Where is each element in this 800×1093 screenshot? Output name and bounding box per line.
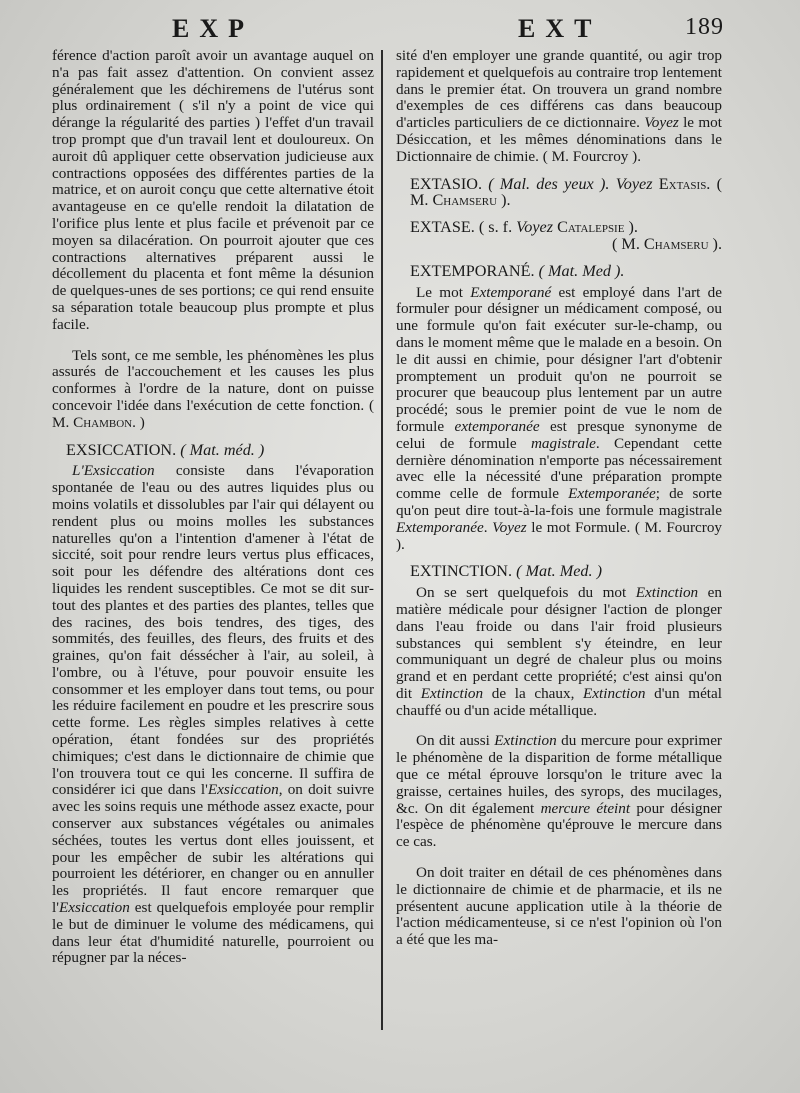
entry-extase: EXTASE. ( s. f. Voyez Catalepsie ). ( M. Chamseru ). [410, 218, 722, 253]
paragraph-phenomenes: On doit traiter en détail de ces phénomènes dans le dictionnaire de chimie et de pharmacie, et ils ne présentent aucune application utile à la théorie de l'action médicamenteuse, si ce n'est l'opinion où l'on a été que les ma- [396, 864, 722, 949]
paragraph-extinction-mercure: On dit aussi Extinction du mercure pour exprimer le phénomène de la disparition de forme métallique que ce métal éprouve lorsqu'on le triture avec la graisse, certaines huiles, des syrops, des mucilages, &c. On dit également mercure éteint pour désigner l'espèce de phénomène qu'éprouve le mercure dans ce cas. [396, 732, 722, 851]
headword-extase: EXTASE. ( s. f. [410, 218, 513, 237]
headword-extinction: EXTINCTION. [410, 562, 513, 581]
headword-extasio: EXTASIO. [410, 174, 482, 193]
paragraph-accouchement-end: férence d'action paroît avoir un avantage auquel on n'a pas fait assez d'attention. On convient assez généralement que les déchiremens de l'utérus sont plus ordinairement ( s'il n'y a point de vice qui dérange la régularité des parties ) l'effet d'un travail trop prompt que d'un travail lent et douloureux. On auroit dû appliquer cette observation judicieuse aux contractions opposées des différentes parties de la matrice, et on auroit conçu que cette alternative étoit avantageuse en ce qu'elle rendoit la dilatation de l'orifice plus lente et plus facile et prévenoit par ce moyen sa dilacération. On pourroit ajouter que ces contractions alternatives préparent aussi le décollement du placenta et font même la désunion de quelques-unes de ses portions; ce qui rend ensuite sa séparation totale beaucoup plus prompte et plus facile. [52, 47, 374, 333]
headword-extemporane: EXTEMPORANÉ. [410, 261, 535, 280]
paragraph-extemporane: Le mot Extemporané est employé dans l'art de formuler pour désigner un médicament composé, ou une formule qu'on fait exécuter sur-le-champ, ou dans le moment même que le malade en a besoin. On le dit aussi en chimie, pour désigner l'art d'obtenir promptement un produit qu'on ne pourroit se procurer que beaucoup plus lentement par un autre procédé; sous le premier point de vue le nom de formule extemporanée est presque synonyme de celui de formule magistrale. Cependant cette dernière dénomination n'emporte pas nécessairement avec elle la nécessité d'une préparation prompte comme celle de formule Extemporanée; de sorte qu'on peut dire tout-à-la-fois une formule magistrale Extemporanée. Voyez le mot Formule. ( M. Fourcroy ). [396, 283, 723, 553]
left-column [52, 48, 374, 967]
paragraph-exsiccation: L'Exsiccation consiste dans l'évaporation spontanée de l'eau ou des autres liquides plus ou moins volatils et dissolubles par l'air qui délayent ou rendent plus ou moins molles les substances naturelles qu'on a l'intention d'amener à l'état de siccité, soit pour rendre leurs vertus plus efficaces, soit pour les défendre des altérations dont ces liquides les rendent susceptibles. Ce mot se dit sur-tout des plantes et des parties des plantes, telles que des racines, des bois tendres, des tiges, des sommités, des feuilles, des fleurs, des fruits et des graines, qu'on fait déssécher à l'air, au soleil, à l'ombre, ou à l'étuve, pour pouvoir ensuite les consommer et les employer dans tout tems, ou pour les réduire facilement en poudre et les prescrire sous cette forme. Les règles simples relatives à cette opération, étant fondées sur des propriétés chimiques; c'est dans le dictionnaire de chimie que l'on trouvera tout ce qui les concerne. Il suffira de considérer ici que dans l'Exsiccation, on doit suivre avec les soins requis une méthode assez exacte, pour conserver aux substances végétales ou animales séchées, toutes les vertus dont elles jouissent, et pour les empêcher de subir les altérations qui pourroient les détériorer, en changer ou en annuller les propriétés. Il faut encore remarquer que l'Exsiccation est quelquefois employée pour remplir le but de diminuer le volume des médicamens, qui dans leur état d'humidité naturelle, pourroient ou répugner par la néces- [52, 462, 374, 967]
paragraph-extinction: On se sert quelquefois du mot Extinction en matière médicale pour désigner l'action de plonger dans l'eau froide ou dans l'air froid plusieurs substances qui semblent s'y éteindre, en leur communiquant un degré de chaleur plus ou moins grand et en perdant cette propriété; c'est ainsi qu'on dit Extinction de la chaux, Extinction d'un métal chauffé ou d'un acide métallique. [396, 584, 722, 719]
header-left: EXP [172, 14, 254, 43]
paragraph-tels-sont: Tels sont, ce me semble, les phénomènes les plus assurés de l'accouchement et les causes les plus conformes à l'ordre de la nature, dont on puisse concevoir l'idée dans l'exécution de cette fonction. ( M. Chambon. ) [52, 346, 374, 431]
field-label: ( Mat. méd. ) [180, 440, 265, 459]
entry-extinction [410, 563, 722, 580]
entry-extemporane [410, 263, 722, 280]
entry-exsiccation [66, 442, 374, 459]
header-right: EXT [518, 14, 602, 43]
column-divider [381, 50, 383, 1030]
field-label: ( Mal. des yeux ). [488, 174, 610, 193]
headword-exsiccation: EXSICCATION. [66, 440, 177, 459]
page-number: 189 [685, 14, 724, 40]
author-chamseru: ( M. Chamseru ). [612, 234, 722, 253]
field-label: ( Mat. Med ). [538, 261, 625, 280]
right-column [396, 48, 722, 949]
entry-extasio: EXTASIO. ( Mal. des yeux ). Voyez Extasis. ( M. Chamseru ). [410, 174, 722, 210]
author-chambon: ( M. Chambon. ) [52, 396, 374, 431]
field-label: ( Mat. Med. ) [516, 562, 602, 581]
paragraph-exsiccation-end: sité d'en employer une grande quantité, ou agir trop rapidement et quelquefois au contraire trop lentement dans le premier état. On trouvera un grand nombre d'exemples de ces différens cas dans beaucoup d'articles particuliers de ce dictionnaire. Voyez le mot Désiccation, et les mêmes dénominations dans le Dictionnaire de chimie. ( M. Fourcroy ). [396, 47, 722, 165]
running-header [0, 14, 800, 48]
